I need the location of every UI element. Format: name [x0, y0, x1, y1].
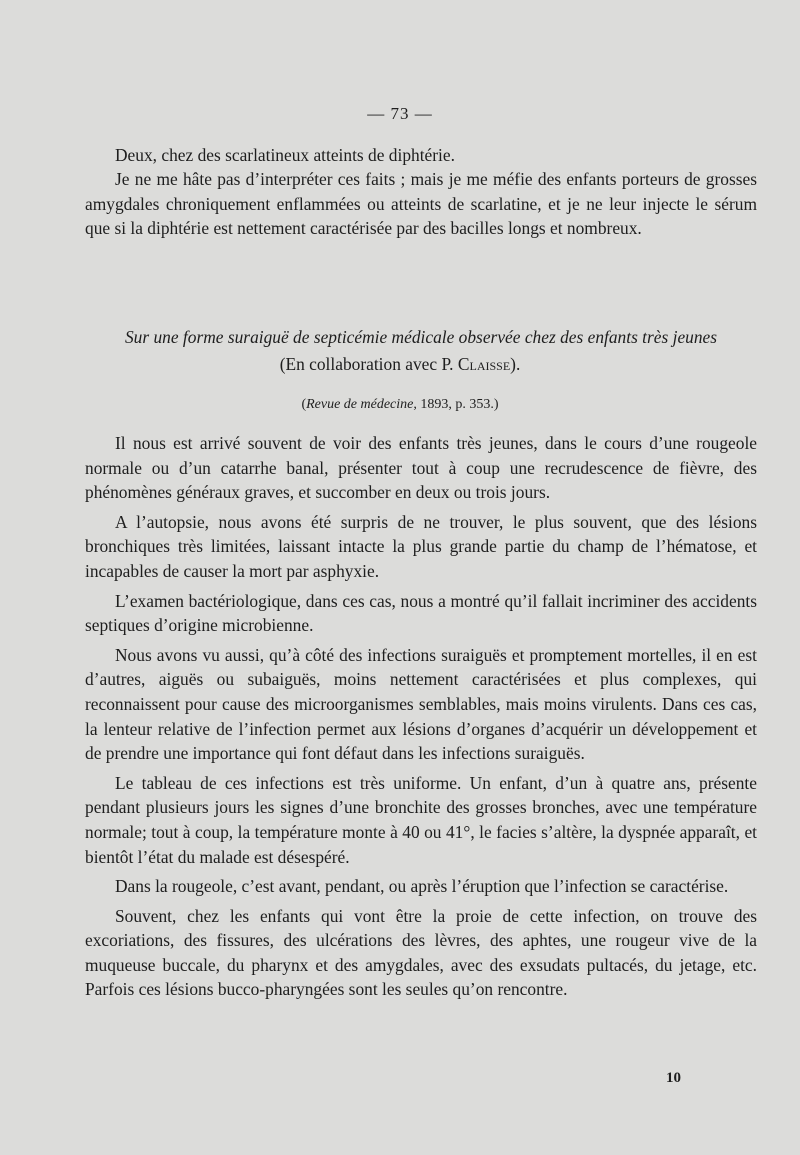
ref-open: ( [301, 397, 307, 412]
paragraph: Le tableau de ces infections est très uniforme. Un enfant, d’un à quatre ans, présente pendant plusieurs jours les signes d’une bronchite des grosses bronches, avec une température normale; tout à coup, la température monte à 40 ou 41°, le facies s’altère, la dyspnée apparaît, et bientôt l’état du malade est désespéré. [85, 772, 757, 867]
signature-mark: 10 [666, 1070, 681, 1086]
intro-text [85, 143, 757, 241]
paragraph: Souvent, chez les enfants qui vont être la proie de cette infection, on trouve des excoriations, des fissures, des ulcérations des lèvres, des aphtes, une rougeur vive de la muqueuse buccale, du pharynx et des amygdales, avec des exsudats pultacés, du jetage, etc. Parfois ces lésions bucco-pharyngées sont les seules qu’on rencontre. [85, 905, 757, 1000]
intro-paragraph: Je ne me hâte pas d’interpréter ces faits ; mais je me méfie des enfants porteurs de grosses amygdales chroniquement enflammées ou atteints de scarlatine, et je ne leur injecte le sérum que si la diphtérie est nettement caractérisée par des bacilles longs et nombreux. [85, 169, 757, 239]
paragraph: Nous avons vu aussi, qu’à côté des infections suraiguës et promptement mortelles, il en est d’autres, aiguës ou subaiguës, moins nettement caractérisées et plus complexes, qui reconnaissent pour cause des microorganismes semblables, mais moins virulents. Dans ces cas, la lenteur relative de l’infection permet aux lésions d’organes d’acquérir un développement et de prendre une importance qui font défaut dans les infections suraiguës. [85, 644, 757, 764]
ref-rest: , 1893, p. 353.) [413, 397, 499, 412]
section-title: Sur une forme suraiguë de septicémie médicale observée chez des enfants très jeunes [124, 327, 718, 347]
collab-suffix: ). [510, 354, 521, 374]
journal-reference [0, 397, 800, 413]
intro-paragraph: Deux, chez des scarlatineux atteints de diphtérie. [115, 145, 455, 165]
collab-prefix: (En collaboration avec P. [279, 354, 458, 374]
paragraph: Dans la rougeole, c’est avant, pendant, ou après l’éruption que l’infection se caractérise. [115, 876, 729, 897]
collab-name: Claisse [457, 354, 511, 374]
page-number: — 73 — [367, 104, 433, 123]
paragraph: Il nous est arrivé souvent de voir des enfants très jeunes, dans le cours d’une rougeole normale ou d’un catarrhe banal, présenter tout à coup une recrudescence de fièvre, des phénomènes généraux graves, et succomber en deux ou trois jours. [85, 433, 757, 503]
article-body [85, 431, 757, 1007]
collaboration-line [0, 354, 800, 375]
paragraph: L’examen bactériologique, dans ces cas, nous a montré qu’il fallait incriminer des accidents septiques d’origine microbienne. [85, 590, 757, 636]
paragraph: A l’autopsie, nous avons été surpris de ne trouver, le plus souvent, que des lésions bronchiques très limitées, laissant intacte la plus grande partie du champ de l’hématose, et incapables de causer la mort par asphyxie. [85, 511, 757, 581]
ref-journal: Revue de médecine [306, 397, 414, 412]
